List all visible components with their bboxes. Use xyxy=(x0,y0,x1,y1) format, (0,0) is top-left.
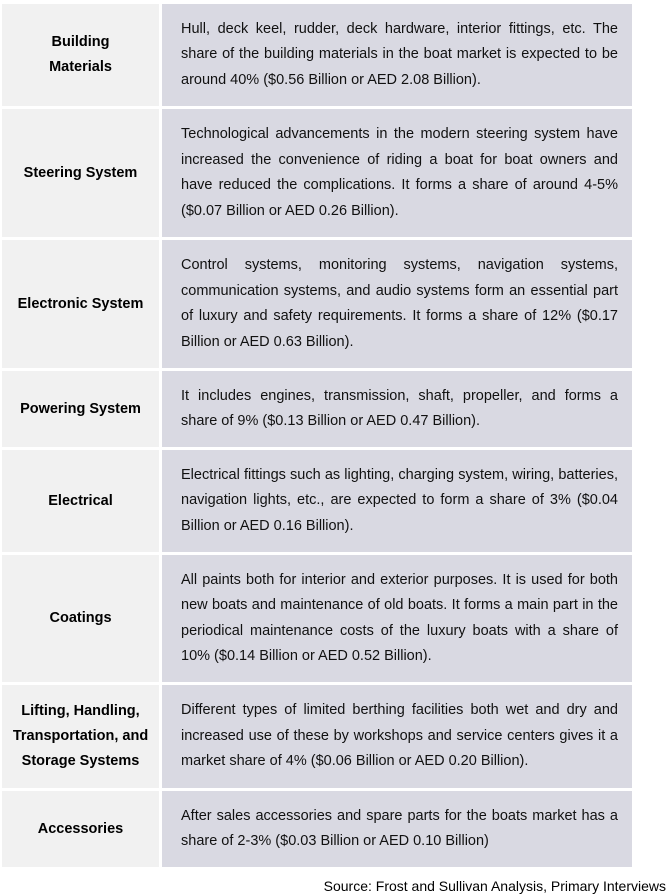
row-description: All paints both for interior and exterior purposes. It is used for both new boats and maintenance of old boats. It forms a main part in the periodical maintenance costs of the luxury boats with a share of 10% ($0.14 Billion or AED 0.52 Billion). xyxy=(162,555,632,682)
row-label: Electrical xyxy=(2,450,159,552)
table-row xyxy=(2,450,632,552)
market-share-table xyxy=(2,4,632,867)
table-row xyxy=(2,371,632,447)
row-description: Electrical fittings such as lighting, charging system, wiring, batteries, navigation lights, etc., are expected to form a share of 3% ($0.04 Billion or AED 0.16 Billion). xyxy=(162,450,632,552)
row-label: Electronic System xyxy=(2,240,159,368)
row-label: Lifting, Handling, Transportation, and Storage Systems xyxy=(2,685,159,788)
row-label: Steering System xyxy=(2,109,159,237)
row-description: Technological advancements in the modern steering system have increased the convenience of riding a boat for boat owners and have reduced the complications. It forms a share of around 4-5% ($0.07 Billion or AED 0.26 Billion). xyxy=(162,109,632,237)
row-description: Different types of limited berthing facilities both wet and dry and increased use of these by workshops and service centers gives it a market share of 4% ($0.06 Billion or AED 0.20 Billion). xyxy=(162,685,632,788)
table-row xyxy=(2,4,632,106)
table-row xyxy=(2,685,632,788)
table-row xyxy=(2,791,632,867)
table-row xyxy=(2,555,632,682)
row-description: After sales accessories and spare parts for the boats market has a share of 2-3% ($0.03 Billion or AED 0.10 Billion) xyxy=(162,791,632,867)
table-row xyxy=(2,109,632,237)
row-label: Accessories xyxy=(2,791,159,867)
row-description: Hull, deck keel, rudder, deck hardware, interior fittings, etc. The share of the building materials in the boat market is expected to be around 40% ($0.56 Billion or AED 2.08 Billion). xyxy=(162,4,632,106)
row-description: It includes engines, transmission, shaft, propeller, and forms a share of 9% ($0.13 Billion or AED 0.47 Billion). xyxy=(162,371,632,447)
row-label: Building Materials xyxy=(2,4,159,106)
row-description: Control systems, monitoring systems, navigation systems, communication systems, and audio systems form an essential part of luxury and safety requirements. It forms a share of 12% ($0.17 Billion or AED 0.63 Billion). xyxy=(162,240,632,368)
row-label: Powering System xyxy=(2,371,159,447)
row-label: Coatings xyxy=(2,555,159,682)
table-row xyxy=(2,240,632,368)
source-note: Source: Frost and Sullivan Analysis, Primary Interviews xyxy=(323,878,666,894)
